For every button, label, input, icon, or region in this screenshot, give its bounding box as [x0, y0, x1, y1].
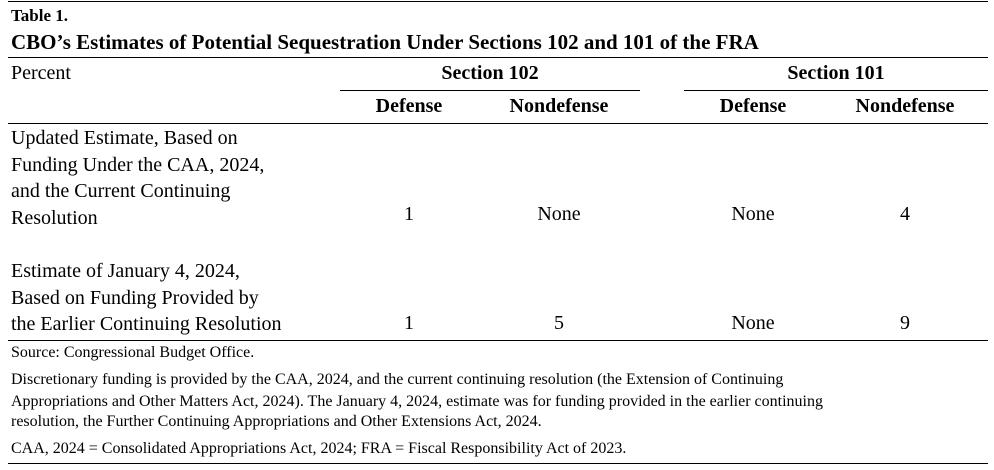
subheader-s101-defense: Defense [719, 95, 787, 117]
explanatory-note-line-2: Appropriations and Other Matters Act, 2024). The January 4, 2024, estimate was for funding provided in the earlier continuing [11, 393, 823, 410]
table-label: Table 1. [11, 6, 69, 25]
table-bottom-rule [8, 340, 988, 341]
subheader-s101-nondefense: Nondefense [855, 95, 955, 117]
row-1-label-line-3: and the Current Continuing [11, 180, 231, 202]
row-1-label-line-1: Updated Estimate, Based on [11, 127, 238, 149]
subheader-s102-nondefense: Nondefense [509, 95, 609, 117]
row-1-s101-defense: None [731, 203, 775, 225]
stub-header: Percent [11, 62, 71, 84]
subheader-s102-defense: Defense [375, 95, 443, 117]
table-title: CBO’s Estimates of Potential Sequestration Under Sections 102 and 101 of the FRA [11, 30, 759, 54]
row-1-s101-nondefense: 4 [900, 203, 910, 225]
row-2-label-line-1: Estimate of January 4, 2024, [11, 260, 240, 282]
row-2-s102-defense: 1 [404, 312, 414, 334]
group-header-section-102: Section 102 [441, 62, 539, 84]
title-rule [8, 57, 988, 58]
row-2-s102-nondefense: 5 [554, 312, 564, 334]
bottom-rule [8, 463, 988, 464]
group-header-section-101: Section 101 [787, 62, 885, 84]
header-rule [8, 123, 988, 124]
explanatory-note-line-3: resolution, the Further Continuing Appropriations and Other Extensions Act, 2024. [11, 413, 542, 430]
abbreviations-note: CAA, 2024 = Consolidated Appropriations Act, 2024; FRA = Fiscal Responsibility Act of 2023. [11, 440, 627, 457]
top-rule [8, 1, 988, 2]
source-note: Source: Congressional Budget Office. [11, 344, 255, 361]
row-2-s101-nondefense: 9 [900, 312, 910, 334]
row-1-label-line-4: Resolution [11, 206, 98, 229]
group-rule-section-101 [684, 90, 988, 91]
row-1-label-line-2: Funding Under the CAA, 2024, [11, 153, 265, 176]
row-1-s102-defense: 1 [404, 203, 414, 225]
explanatory-note-line-1: Discretionary funding is provided by the CAA, 2024, and the current continuing resolution (the Extension of Continuing [11, 371, 784, 388]
group-rule-section-102 [340, 90, 640, 91]
row-2-label-line-3: the Earlier Continuing Resolution [11, 313, 282, 335]
row-1-s102-nondefense: None [537, 203, 581, 225]
row-2-label-line-2: Based on Funding Provided by [11, 286, 259, 309]
row-2-s101-defense: None [731, 312, 775, 334]
